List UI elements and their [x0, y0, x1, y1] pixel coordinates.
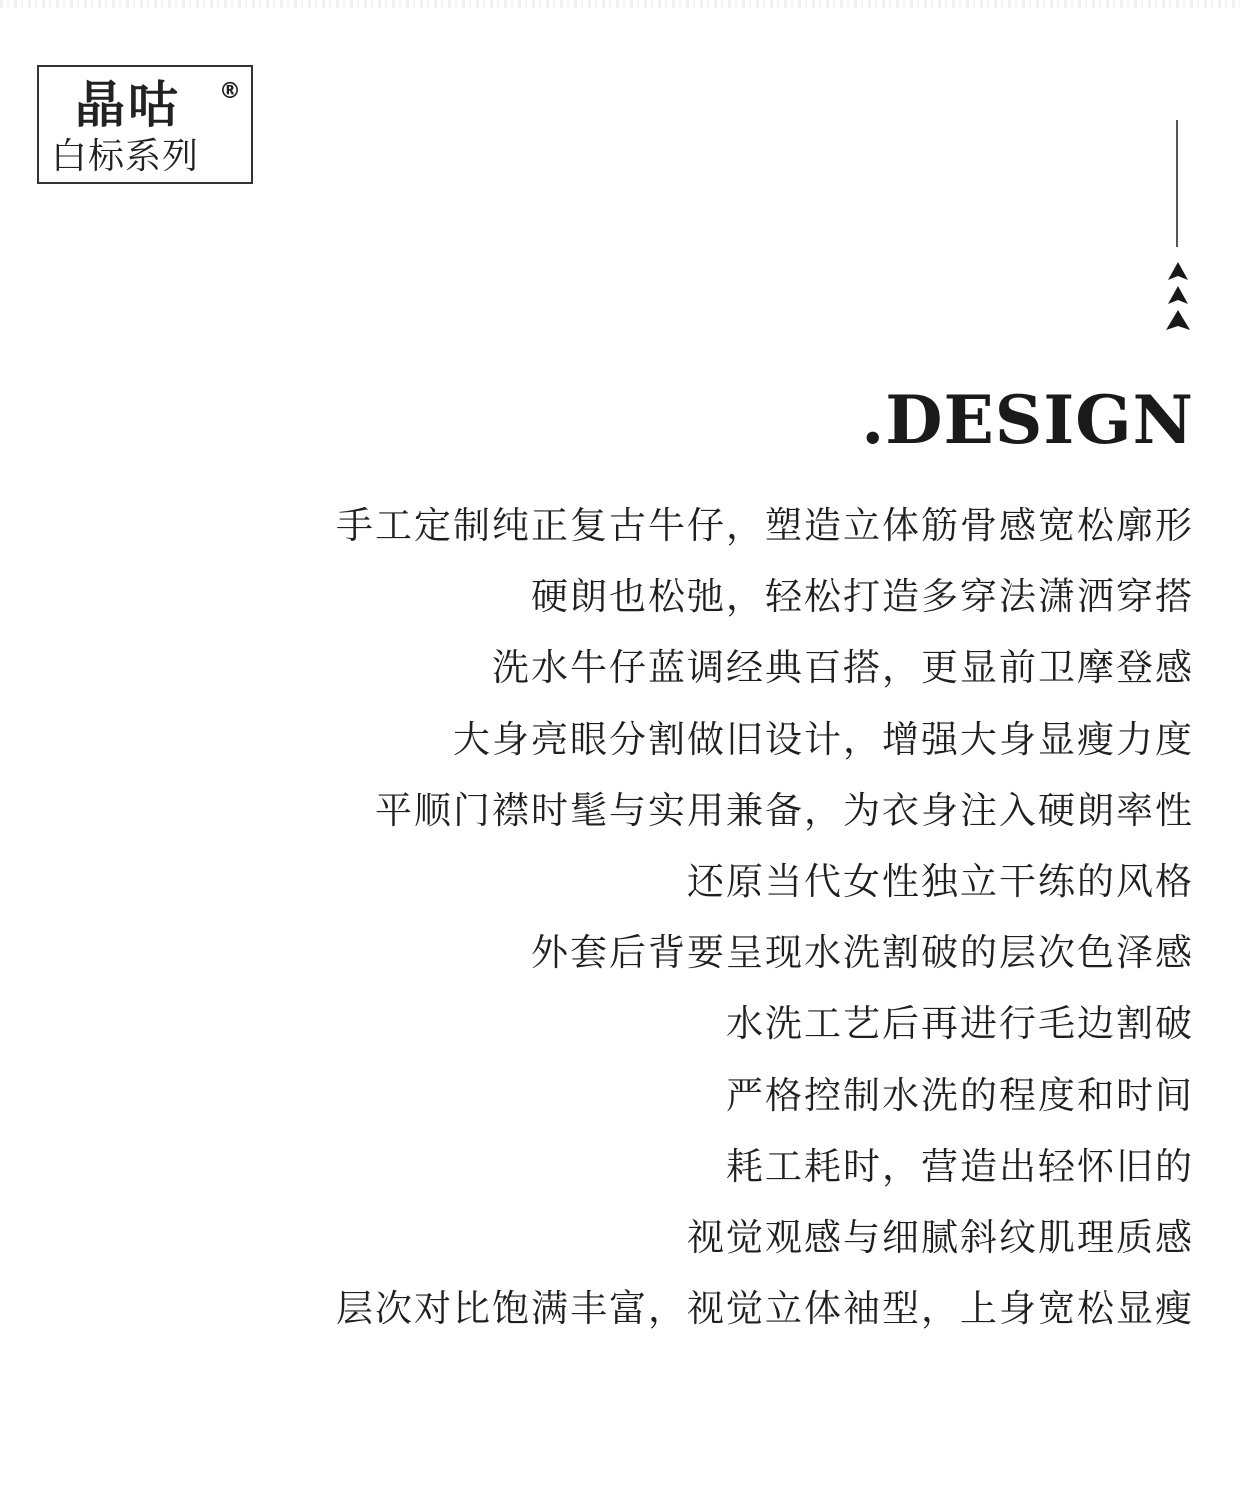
- description-line: 硬朗也松弛，轻松打造多穿法潇洒穿搭: [531, 575, 1194, 619]
- description-line: 层次对比饱满丰富，视觉立体袖型，上身宽松显瘦: [336, 1287, 1194, 1331]
- brand-series: 白标系列: [51, 136, 200, 177]
- brand-name: 晶咕: [75, 76, 181, 134]
- description-line: 视觉观感与细腻斜纹肌理质感: [687, 1215, 1194, 1259]
- triple-up-arrow-icon: [1160, 260, 1196, 336]
- top-texture-strip: [0, 0, 1240, 8]
- description-line: 水洗工艺后再进行毛边割破: [726, 1002, 1194, 1046]
- description-list: [194, 490, 1194, 1344]
- description-line: 严格控制水洗的程度和时间: [726, 1073, 1194, 1117]
- section-title: .DESIGN: [861, 381, 1194, 459]
- description-line: 还原当代女性独立干练的风格: [687, 859, 1194, 903]
- description-line: 洗水牛仔蓝调经典百搭，更显前卫摩登感: [492, 646, 1194, 690]
- description-line: 外套后背要呈现水洗割破的层次色泽感: [531, 931, 1194, 975]
- description-line: 大身亮眼分割做旧设计，增强大身显瘦力度: [453, 717, 1194, 761]
- vertical-divider: [1176, 120, 1178, 247]
- brand-logo-box: [37, 65, 253, 184]
- description-line: 手工定制纯正复古牛仔，塑造立体筋骨感宽松廓形: [336, 504, 1194, 547]
- description-line: 平顺门襟时髦与实用兼备，为衣身注入硬朗率性: [375, 788, 1194, 832]
- description-line: 耗工耗时，营造出轻怀旧的: [726, 1144, 1194, 1188]
- registered-mark: ®: [219, 79, 241, 104]
